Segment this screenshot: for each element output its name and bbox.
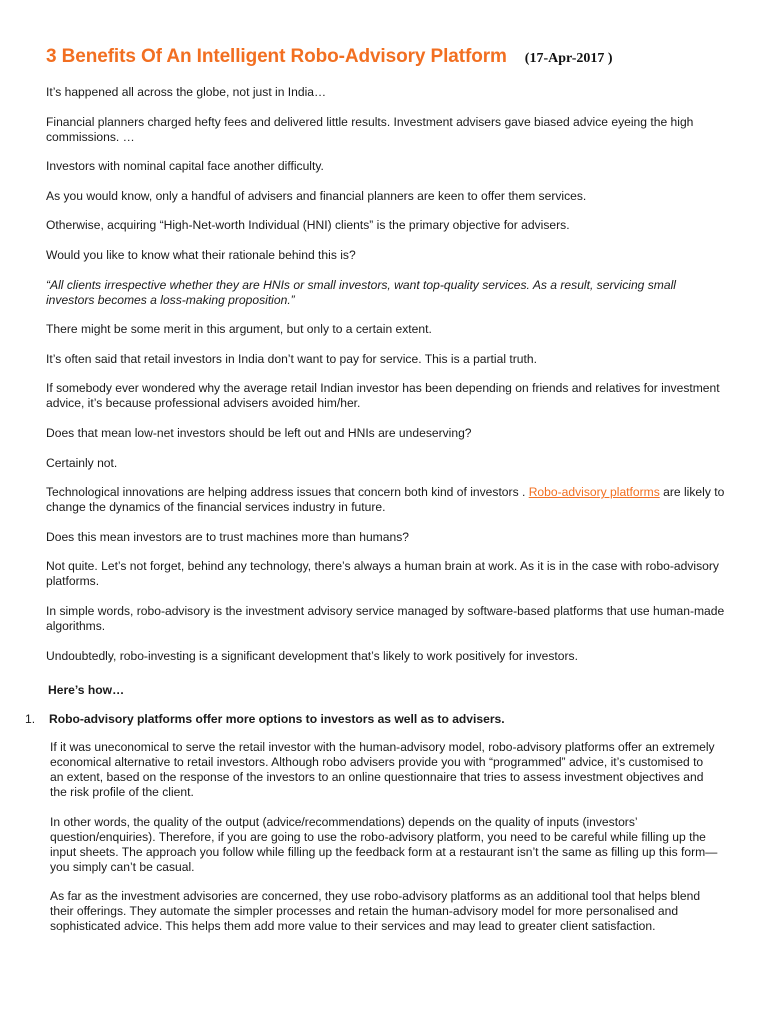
article-body (46, 85, 726, 678)
paragraph: Does this mean investors are to trust machines more than humans? (46, 529, 409, 544)
paragraph: As far as the investment advisories are concerned, they use robo-advisory platforms as an additional tool that helps blend their offerings. They automate the simpler processes and retain the human-advisory model for more personalised and sophisticated advice. This helps them add more value to their services and may lead to greater client satisfaction. (50, 889, 701, 934)
paragraph: Otherwise, acquiring “High-Net-worth Individual (HNI) clients” is the primary objective for advisers. (46, 218, 570, 233)
title-row (46, 46, 613, 68)
page-title: 3 Benefits Of An Intelligent Robo-Advisory Platform (46, 46, 507, 67)
paragraph: Undoubtedly, robo-investing is a significant development that’s likely to work positively for investors. (46, 648, 578, 663)
quote-paragraph: “All clients irrespective whether they are HNIs or small investors, want top-quality services. As a result, servicing small investors becomes a loss-making proposition.” (46, 277, 676, 307)
section-heading: Here’s how… (48, 683, 125, 697)
paragraph: As you would know, only a handful of advisers and financial planners are keen to offer them services. (46, 188, 587, 203)
paragraph: Not quite. Let’s not forget, behind any technology, there’s always a human brain at work. As it is in the case with robo-advisory platforms. (46, 559, 719, 589)
paragraph: If somebody ever wondered why the average retail Indian investor has been depending on friends and relatives for investment advice, it’s because professional advisers avoided him/her. (46, 381, 720, 411)
paragraph: Investors with nominal capital face another difficulty. (46, 159, 324, 174)
paragraph: If it was uneconomical to serve the retail investor with the human-advisory model, robo-advisory platforms offer an extremely economical alternative to retail investors. Although robo advisers provide you with “programmed” advice, it’s customised to an extent, based on the response of the investors to an online questionnaire that tries to assess investment objectives and the risk profile of the client. (50, 740, 715, 799)
paragraph: It’s often said that retail investors in India don’t want to pay for service. This is a partial truth. (46, 351, 537, 366)
list-number: 1. (25, 712, 36, 726)
publish-date: (17-Apr-2017 ) (524, 51, 613, 66)
paragraph: Does that mean low-net investors should be left out and HNIs are undeserving? (46, 425, 472, 440)
paragraph-text: are likely to change the dynamics of the financial services industry in future. (46, 485, 725, 515)
paragraph: There might be some merit in this argument, but only to a certain extent. (46, 322, 432, 337)
robo-advisory-link[interactable]: Robo-advisory platforms (528, 485, 660, 500)
list-heading: Robo-advisory platforms offer more options to investors as well as to advisers. (49, 712, 505, 726)
paragraph: Certainly not. (46, 455, 118, 470)
paragraph-text: Technological innovations are helping address issues that concern both kind of investors . (46, 485, 529, 500)
list-item-body (50, 740, 718, 949)
paragraph: In other words, the quality of the output (advice/recommendations) depends on the quality of inputs (investors’ question/enquiries). Therefore, if you are going to use the robo-advisory platform, you need to be careful while filling up the input sheets. The approach you follow while filling up the feedback form at a restaurant isn’t the same as filling up this form—you simply can’t be casual. (50, 814, 718, 874)
paragraph: Financial planners charged hefty fees and delivered little results. Investment advisers gave biased advice eyeing the high commissions. … (46, 114, 694, 144)
paragraph: Would you like to know what their rationale behind this is? (46, 247, 356, 262)
paragraph: It’s happened all across the globe, not just in India… (46, 85, 327, 99)
paragraph: In simple words, robo-advisory is the investment advisory service managed by software-based platforms that use human-made algorithms. (46, 603, 725, 633)
paragraph-with-link (46, 485, 726, 515)
